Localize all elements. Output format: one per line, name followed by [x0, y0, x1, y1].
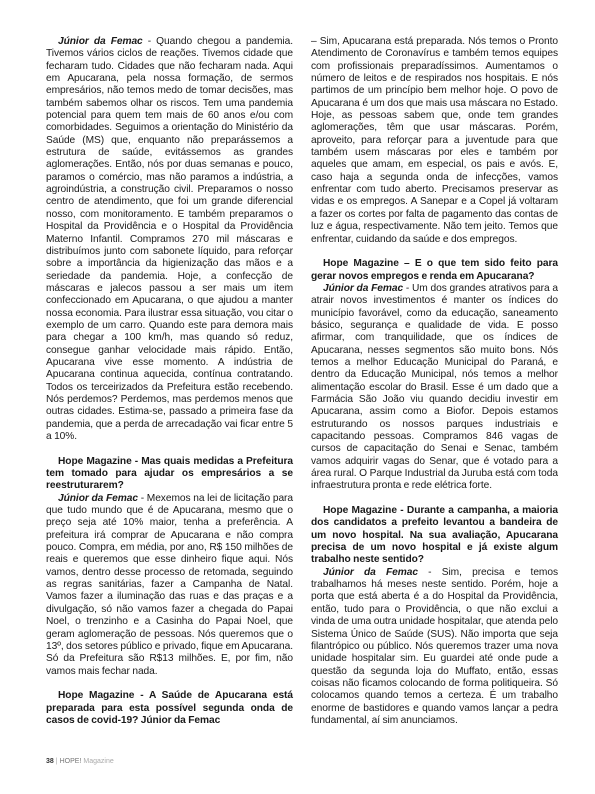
interview-question: Hope Magazine - Mas quais medidas a Prefeitura tem tomado para ajudar os empresários a se reestruturarem? — [46, 455, 293, 492]
answer-text: - Mexemos na lei de licitação para que tudo mundo que é de Apucarana, mesmo que o preço seja até 10% maior, tenha a preferência. A prefeitura irá comprar de Apucarana e não compra pouco. Compra, em média, por ano, R$ 150 milhões de reais e queremos que esse dinheiro fique aqui. Nós vamos, dentro desse processo de retomada, seguindo as regras sanitárias, fazer a Campanha de Natal. Vamos fazer a iluminação das ruas e das praças e a divulgação, só não vamos fazer a chegada do Papai Noel, o trenzinho e a Casinha do Papai Noel, que geram aglomeração de pessoas. Nós queremos que o 13º, dos setores público e privado, fique em Apucarana. Só da Prefeitura são R$13 milhões. E, por fim, não vamos mais fechar nada. — [46, 492, 293, 677]
answer-paragraph — [311, 567, 558, 727]
answer-paragraph — [46, 493, 293, 678]
page-number: 38 — [46, 758, 54, 765]
answer-paragraph — [46, 36, 293, 443]
answer-paragraph — [311, 283, 558, 493]
footer-separator: | — [55, 758, 58, 765]
answer-text: - Quando chegou a pandemia. Tivemos vários ciclos de reações. Tivemos cidade que fecharam tudo. Cidades que não fecharam nada. Aqui em Apucarana, pela nossa formação, de sermos empresários, não temos medo de tomar decisões, mas também sabemos olhar os riscos. Tem uma pandemia potencial para quem tem mais de 60 anos e/ou com comorbidades. Seguimos a orientação do Ministério da Saúde (MS) que, enquanto não preparássemos a estrutura de saúde, evitássemos as grandes aglomerações. Então, nós por duas semanas e pouco, paramos o comércio, mas não paramos a indústria, a agroindústria, a construção civil. Preparamos o nosso centro de atendimento, que foi um grande diferencial nosso, com monitoramento. E também preparamos o Hospital da Providência e o Hospital da Providência Materno Infantil. Compramos 270 mil máscaras e distribuímos junto com sabonete líquido, para reforçar sobre a importância da higienização das mãos e a seriedade da pandemia. Hoje, a confecção de máscaras e jalecos passou a ser mais um item confeccionado em Apucarana, o que ajudou a manter nossa economia. Para ilustrar essa situação, vou citar o exemplo de um carro. Quando este para demora mais para chegar a 100 km/h, mas quando só reduz, consegue ganhar velocidade mais rápido. Então, Apucarana vive esse momento. A indústria de Apucarana continua aquecida, contínua contratando. Todos os terceirizados da Prefeitura estão recebendo. Nós perdemos? Perdemos, mas perdemos menos que outras cidades. Estima-se, passado a primeira fase da pandemia, que a perda de arrecadação vai ficar entre 5 a 10%. — [46, 36, 293, 442]
article-columns — [46, 36, 558, 758]
interview-question: Hope Magazine - A Saúde de Apucarana está preparada para esta possível segunda onda de casos de covid-19? Júnior da Femac — [46, 690, 293, 726]
answer-text: - Um dos grandes atrativos para a atrair novos investimentos é manter os índices do município favorável, como da educação, saneamento básico, segurança e qualidade de vida. E posso afirmar, com tranquilidade, que os índices de Apucarana, nesses segmentos são muito bons. Nós temos a melhor Educação Municipal do Paraná, e dentro da Educação Municipal, nós temos a melhor alimentação escolar do Brasil. Esse é um dado que a Farmácia São João viu quando decidiu investir em Apucarana, assim como a Biofor. Depois estamos estruturando os nossos parques industriais e capacitando pessoas. Compramos 846 vagas de cursos de capacitação do Senai e Senac, também vamos adquirir vagas do Senar, que é votado para a área rural. O Parque Industrial da Juruba está com toda infraestrutura pronta e rede elétrica forte. — [311, 282, 558, 492]
magazine-suffix: Magazine — [83, 758, 114, 765]
speaker-name: Júnior da Femac — [58, 36, 143, 47]
answer-text: - Sim, precisa e temos trabalhamos há meses neste sentido. Porém, hoje a porta que está aberta é a do Hospital da Providência, então, tudo para o Providência, o que não exclui a vinda de uma outra unidade hospitalar, que atenda pelo Sistema Único de Saúde (SUS). Não importa que seja filantrópico ou público. Nós queremos trazer uma nova unidade hospitalar sim. Eu guardei até onde pude a questão da segunda loja do Muffato, então, essas coisas não ficamos colocando de forma politiqueira. Só colocamos quando temos a certeza. É um trabalho enorme de bastidores e quando vamos lançar a pedra fundamental, aí sim anunciamos. — [311, 566, 558, 726]
speaker-name: Júnior da Femac — [323, 566, 418, 578]
speaker-name: Júnior da Femac — [323, 282, 404, 294]
right-column — [311, 36, 558, 758]
interview-question: Hope Magazine - Durante a campanha, a maioria dos candidatos a prefeito levantou a bandeira de um novo hospital. Na sua avaliação, Apucarana precisa de um novo hospital e já existe algum trabalho neste sentido? — [311, 505, 558, 566]
speaker-name: Júnior da Femac — [58, 492, 138, 504]
magazine-name: HOPE! — [59, 758, 82, 765]
left-column — [46, 36, 293, 758]
page-footer — [46, 757, 114, 766]
interview-question: Hope Magazine – E o que tem sido feito para gerar novos empregos e renda em Apucarana? — [311, 258, 558, 282]
answer-paragraph: – Sim, Apucarana está preparada. Nós temos o Pronto Atendimento de Coronavírus e também temos equipes com profissionais preparadíssimos. Aumentamos o número de leitos e de respirados nos hospitais. E nós partimos de um princípio bem melhor hoje. O povo de Apucarana é um dos que mais usa máscara no Estado. Hoje, as pessoas sabem que, onde tem grandes aglomerações, têm que usar máscaras. Porém, aproveito, para reforçar para a juventude para que também usem máscaras por eles e também por aqueles que amam, em especial, os pais e avós. E, caso haja a segunda onda de infecções, vamos enfrentar com tudo aberto. Precisamos preservar as vidas e os empregos. A Sanepar e a Copel já voltaram a fazer os cortes por falta de pagamento das contas de luz e água, respectivamente. Não tem jeito. Temos que enfrentar, cuidando da saúde e dos empregos. — [311, 36, 558, 245]
